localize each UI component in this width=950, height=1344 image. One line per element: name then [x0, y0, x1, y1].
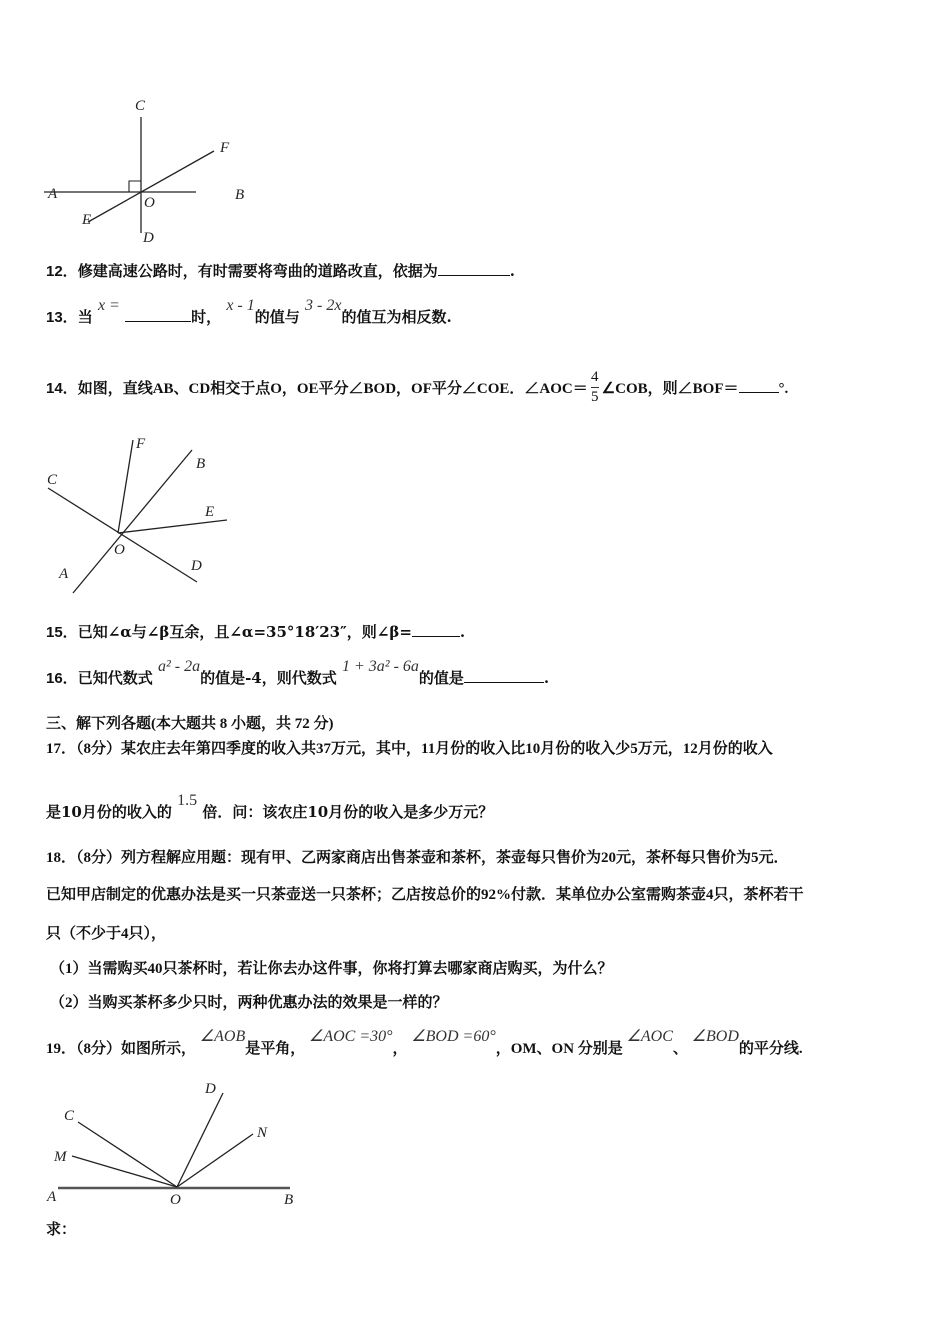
label-A: A [48, 186, 58, 202]
label-B: B [196, 456, 206, 472]
answer-blank[interactable] [739, 378, 779, 393]
math-expression: 1.5 [177, 792, 198, 809]
question-text: 已知∠α与∠β互余，且∠α=35°18′23″，则∠β= [77, 623, 412, 641]
question-number: 17． [46, 741, 77, 757]
question-number: 16． [46, 670, 78, 687]
section-heading: 三、解下列各题(本大题共 8 小题，共 72 分) [46, 716, 334, 732]
question-19: 19．（8分）如图所示， ∠AOB是平角， ∠AOC =30°， ∠BOD =60°，OM、ON 分别是 ∠AOC、 ∠BOD的平分线. [46, 1028, 803, 1057]
label-C: C [64, 1108, 75, 1124]
math-expression: x = [97, 297, 120, 314]
question-17-line2: 是10月份的收入的 1.5 倍．问：该农庄10月份的收入是多少万元？ [46, 792, 494, 821]
question-12: 12．修建高速公路时，有时需要将弯曲的道路改直，依据为 . [46, 262, 515, 280]
math-expression: ∠BOD =60° [411, 1028, 496, 1045]
answer-blank[interactable] [438, 261, 510, 276]
question-18-line3: 只（不少于4只）， [46, 926, 167, 942]
question-number: 15． [46, 624, 78, 641]
math-expression: 1 + 3a² - 6a [341, 658, 419, 675]
label-O: O [114, 542, 125, 558]
label-D: D [191, 558, 202, 574]
label-D: D [143, 230, 154, 246]
question-number: 19． [46, 1041, 77, 1057]
label-F: F [136, 436, 146, 452]
label-O: O [170, 1192, 181, 1208]
question-18-sub2: （2）当购买茶杯多少只时，两种优惠办法的效果是一样的？ [50, 995, 448, 1011]
question-17-line1: 17．（8分）某农庄去年第四季度的收入共37万元，其中，11月份的收入比10月份的收入少5万元，12月份的收入 [46, 741, 773, 757]
question-15: 15．已知∠α与∠β互余，且∠α=35°18′23″，则∠β= . [46, 623, 466, 641]
fraction: $\frac{4}{5}$ [590, 369, 599, 405]
math-expression: a² - 2a [157, 658, 201, 675]
label-E: E [205, 504, 215, 520]
math-expression: ∠AOB [199, 1028, 246, 1045]
figure-perpendicular-lines [40, 95, 270, 250]
question-14: 14．如图，直线AB、CD相交于点O，OE平分∠BOD，OF平分∠COE．∠AOC＝ $\frac{4}{5}$ ∠COB，则∠BOF＝ °. [46, 369, 789, 405]
label-A: A [47, 1189, 57, 1205]
figure-straight-angle [40, 1075, 310, 1215]
question-text: 修建高速公路时，有时需要将弯曲的道路改直，依据为 [77, 262, 438, 280]
question-number: 18． [46, 850, 77, 866]
label-N: N [257, 1125, 268, 1141]
figure-angle-bisectors [40, 430, 240, 600]
question-number: 12． [46, 263, 78, 280]
label-O: O [144, 195, 155, 211]
question-13: 13．当 x = 时， x - 1的值与 3 - 2x的值互为相反数. [46, 297, 452, 326]
label-F: F [220, 140, 230, 156]
label-A: A [59, 566, 69, 582]
question-number: 13． [46, 309, 78, 326]
question-19-ask: 求： [46, 1220, 77, 1238]
answer-blank[interactable] [412, 622, 460, 637]
question-18-sub1: （1）当需购买40只茶杯时，若让你去办这件事，你将打算去哪家商店购买，为什么？ [50, 961, 613, 977]
label-M: M [54, 1149, 67, 1165]
question-18-line2: 已知甲店制定的优惠办法是买一只茶壶送一只茶杯；乙店按总价的92%付款．某单位办公室需购茶壶4只，茶杯若干 [46, 887, 804, 903]
label-D: D [205, 1081, 216, 1097]
label-B: B [235, 187, 245, 203]
math-expression: x - 1 [226, 297, 255, 314]
answer-blank[interactable] [125, 307, 191, 322]
question-16: 16．已知代数式 a² - 2a的值是-4，则代数式 1 + 3a² - 6a的值是 . [46, 658, 550, 687]
label-C: C [135, 98, 146, 114]
math-expression: ∠BOD [691, 1028, 739, 1045]
label-B: B [284, 1192, 294, 1208]
math-expression: ∠AOC =30° [309, 1028, 393, 1045]
question-18-line1: 18．（8分）列方程解应用题：现有甲、乙两家商店出售茶壶和茶杯，茶壶每只售价为20元，茶杯每只售价为5元． [46, 850, 789, 866]
label-E: E [82, 212, 92, 228]
question-number: 14． [46, 380, 78, 397]
math-expression: ∠AOC [626, 1028, 673, 1045]
question-text: 如图，直线AB、CD相交于点O，OE平分∠BOD，OF平分∠COE．∠AOC＝ [77, 381, 588, 397]
math-expression: 3 - 2x [305, 297, 342, 314]
answer-blank[interactable] [464, 668, 544, 683]
label-C: C [47, 472, 58, 488]
